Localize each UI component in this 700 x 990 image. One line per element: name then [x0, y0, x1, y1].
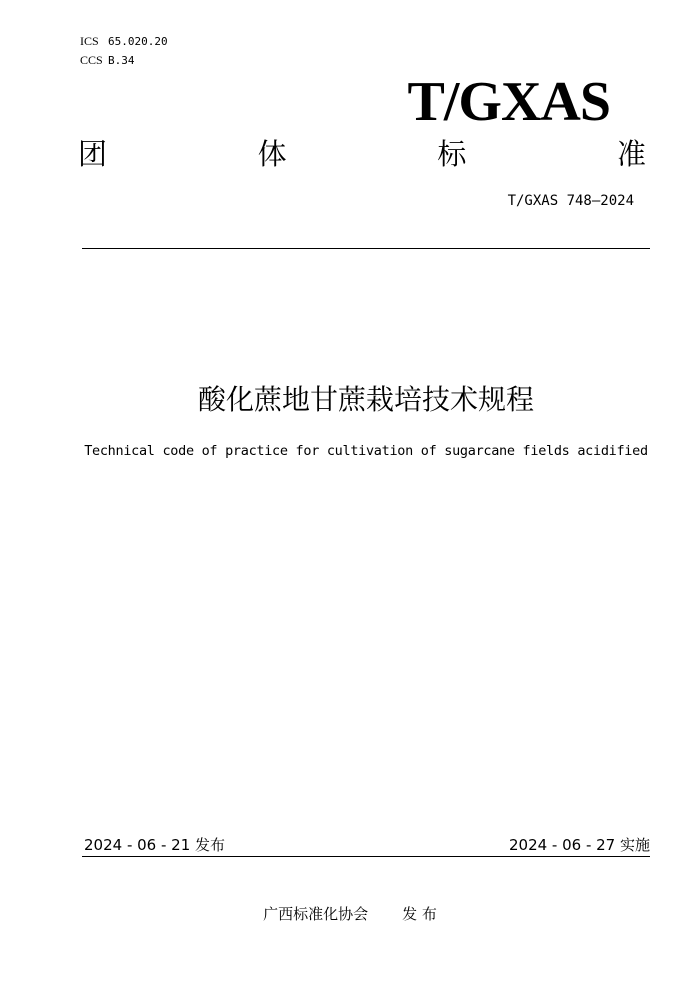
document-title-chinese: 酸化蔗地甘蔗栽培技术规程	[197, 383, 534, 416]
ccs-label: CCS	[80, 53, 103, 67]
publisher-line	[0, 904, 700, 924]
footer-divider	[82, 856, 650, 857]
standard-type-char: 准	[616, 137, 646, 171]
issue-date: 2024 - 06 - 21 发布	[84, 836, 226, 854]
implementation-date: 2024 - 06 - 27 实施	[508, 836, 650, 854]
standard-type-heading	[78, 136, 646, 172]
organization-logo: T/GXAS	[407, 71, 610, 133]
ics-label: ICS	[80, 34, 99, 48]
standard-type-char: 体	[257, 137, 287, 171]
ics-value: 65.020.20	[108, 35, 168, 48]
ccs-classification	[80, 53, 135, 68]
publisher-action: 发 布	[402, 905, 437, 923]
ccs-value: B.34	[108, 54, 135, 67]
publisher-organization: 广西标准化协会	[263, 905, 369, 923]
standard-number: T/GXAS 748—2024	[507, 193, 634, 209]
ics-classification	[80, 34, 168, 49]
header-divider	[82, 248, 650, 249]
standard-type-char: 标	[437, 137, 467, 171]
document-title-english: Technical code of practice for cultivation of sugarcane fields acidified	[84, 443, 648, 459]
standard-type-char: 团	[78, 137, 108, 171]
